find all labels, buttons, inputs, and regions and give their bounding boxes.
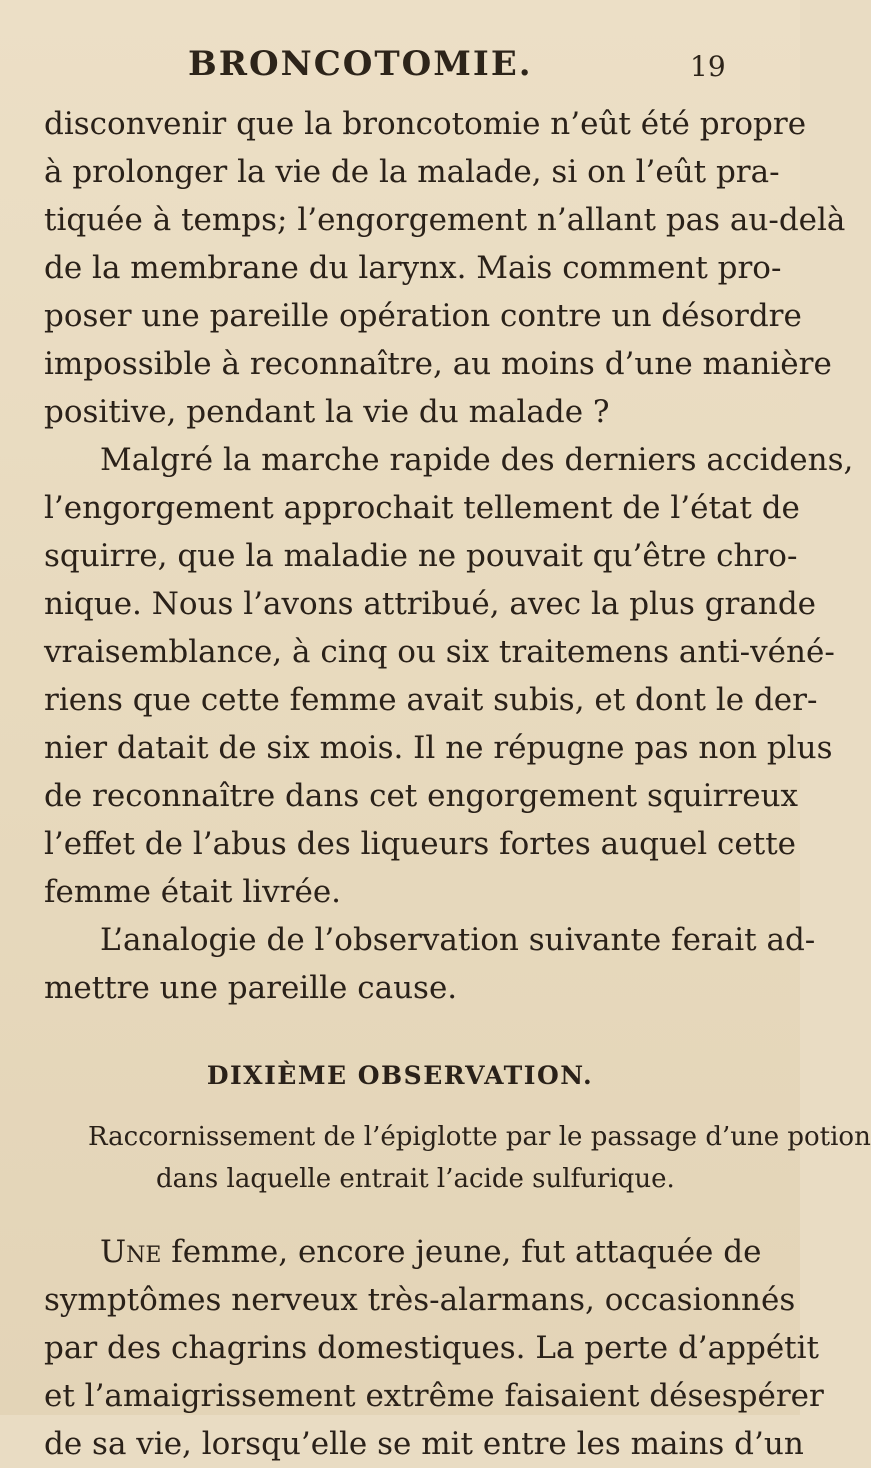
text-line: nique. Nous l’avons attribué, avec la plus grande <box>44 586 817 622</box>
text-line: de reconnaître dans cet engorgement squirreux <box>44 778 799 814</box>
text-line: nier datait de six mois. Il ne répugne pas non plus <box>44 730 833 766</box>
text-line <box>44 1228 762 1276</box>
text-line: de sa vie, lorsqu’elle se mit entre les mains d’un <box>44 1426 804 1462</box>
text-line: positive, pendant la vie du malade ? <box>44 394 610 430</box>
running-title: BRONCOTOMIE. <box>188 44 533 84</box>
text-line: poser une pareille opération contre un désordre <box>44 298 802 334</box>
paragraph-malgre <box>44 436 854 916</box>
running-head <box>0 38 800 88</box>
text-line: l’effet de l’abus des liqueurs fortes auquel cette <box>44 826 797 862</box>
text-fragment: femme, encore jeune, fut attaquée de <box>171 1234 762 1270</box>
text-line: de la membrane du larynx. Mais comment pro- <box>44 250 782 286</box>
drop-word: Une <box>100 1234 162 1270</box>
page-number: 19 <box>690 50 726 83</box>
text-line: par des chagrins domestiques. La perte d’appétit <box>44 1330 819 1366</box>
text-line: femme était livrée. <box>44 874 342 910</box>
text-line: vraisemblance, à cinq ou six traitemens anti-véné- <box>44 634 835 670</box>
paragraph-analogie <box>44 916 816 1012</box>
text-line: l’engorgement approchait tellement de l’état de <box>44 490 800 526</box>
text-line: riens que cette femme avait subis, et dont le der- <box>44 682 818 718</box>
text-line: tiquée à temps; l’engorgement n’allant pas au-delà <box>44 202 846 238</box>
text-line: squirre, que la maladie ne pouvait qu’être chro- <box>44 538 798 574</box>
text-line: L’analogie de l’observation suivante ferait ad- <box>100 922 816 958</box>
text-line: disconvenir que la broncotomie n’eût été propre <box>44 106 807 142</box>
section-subtitle: Raccornissement de l’épiglotte par le passage d’une potion <box>88 1122 871 1152</box>
text-line: symptômes nerveux très-alarmans, occasionnés <box>44 1282 796 1318</box>
section-subtitle: dans laquelle entrait l’acide sulfurique. <box>156 1164 675 1194</box>
text-line: mettre une pareille cause. <box>44 970 458 1006</box>
text-line: à prolonger la vie de la malade, si on l’eût pra- <box>44 154 780 190</box>
text-line: et l’amaigrissement extrême faisaient désespérer <box>44 1378 824 1414</box>
paragraph-observation <box>44 1228 824 1468</box>
text-line: Malgré la marche rapide des derniers accidens, <box>100 442 854 478</box>
paragraph-continuation <box>44 100 846 436</box>
body-text <box>44 100 871 1468</box>
section-heading: DIXIÈME OBSERVATION. <box>206 1061 594 1090</box>
text-line: impossible à reconnaître, au moins d’une manière <box>44 346 832 382</box>
